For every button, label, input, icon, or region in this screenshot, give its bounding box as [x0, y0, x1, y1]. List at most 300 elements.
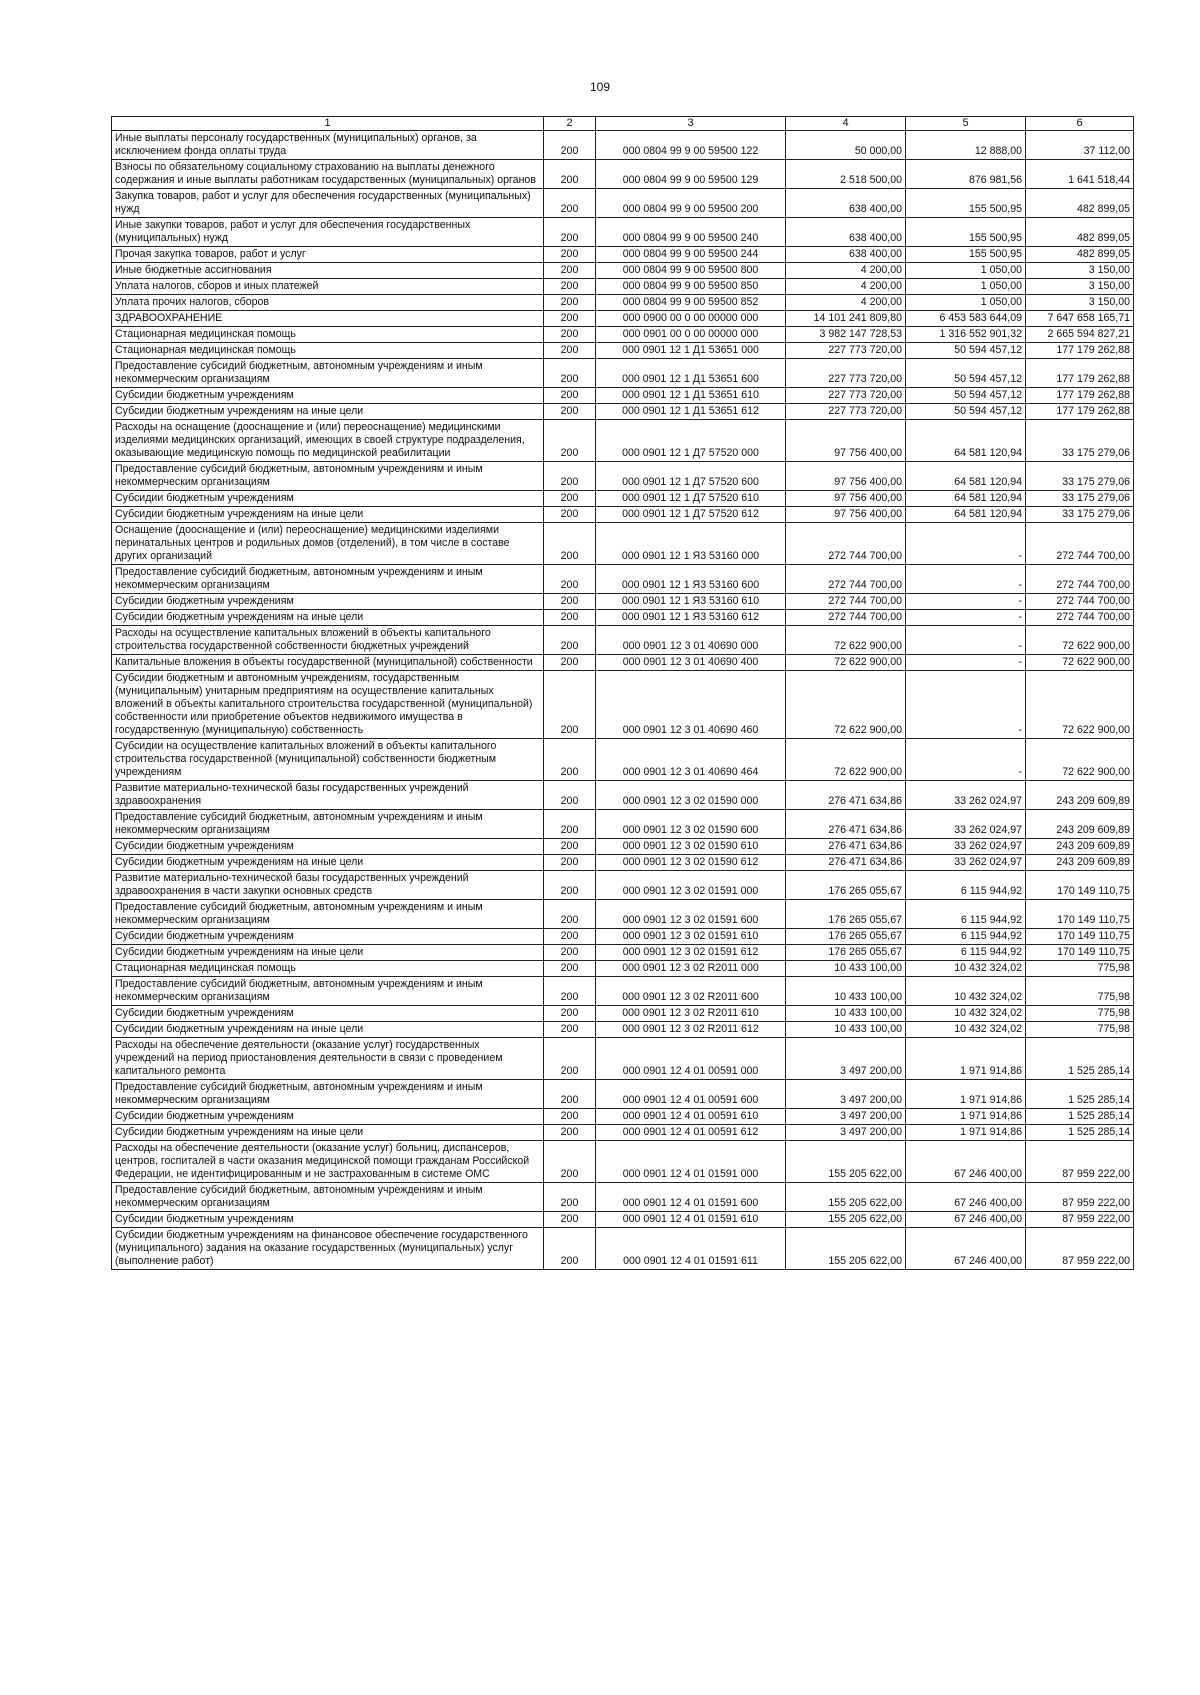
- column-header: 6: [1026, 117, 1134, 131]
- row-remaining-amount: 1 525 285,14: [1026, 1109, 1134, 1125]
- row-executed-amount: 155 500,95: [906, 189, 1026, 218]
- row-budget-code: 000 0901 12 3 01 40690 460: [596, 671, 786, 739]
- row-executed-amount: 155 500,95: [906, 218, 1026, 247]
- row-budget-code: 000 0901 12 3 02 01590 000: [596, 781, 786, 810]
- row-executed-amount: 1 050,00: [906, 279, 1026, 295]
- row-name: Субсидии бюджетным учреждениям: [112, 1212, 544, 1228]
- row-approved-amount: 176 265 055,67: [786, 929, 906, 945]
- row-name: Расходы на обеспечение деятельности (оказание услуг) больниц, диспансеров, центров, госпиталей в части оказания медицинской помощи гражданам Российской Федерации, не идентифицированным и не застрахованным в системе ОМС: [112, 1141, 544, 1183]
- row-budget-code: 000 0901 12 4 01 00591 000: [596, 1038, 786, 1080]
- row-approved-amount: 155 205 622,00: [786, 1141, 906, 1183]
- row-grbs-code: 200: [544, 218, 596, 247]
- row-approved-amount: 3 497 200,00: [786, 1080, 906, 1109]
- table-row: [112, 420, 1134, 462]
- row-approved-amount: 272 744 700,00: [786, 610, 906, 626]
- table-row: [112, 131, 1134, 160]
- row-name: Субсидии бюджетным учреждениям: [112, 929, 544, 945]
- row-budget-code: 000 0901 12 3 02 01590 600: [596, 810, 786, 839]
- row-budget-code: 000 0901 12 3 01 40690 464: [596, 739, 786, 781]
- row-name: Расходы на осуществление капитальных вложений в объекты капитального строительства государственной собственности бюджетных учреждений: [112, 626, 544, 655]
- row-remaining-amount: 1 525 285,14: [1026, 1125, 1134, 1141]
- row-name: Иные выплаты персоналу государственных (муниципальных) органов, за исключением фонда оплаты труда: [112, 131, 544, 160]
- row-executed-amount: -: [906, 671, 1026, 739]
- row-remaining-amount: 775,98: [1026, 961, 1134, 977]
- row-remaining-amount: 272 744 700,00: [1026, 610, 1134, 626]
- row-executed-amount: 876 981,56: [906, 160, 1026, 189]
- row-grbs-code: 200: [544, 462, 596, 491]
- row-name: Субсидии бюджетным учреждениям: [112, 491, 544, 507]
- row-remaining-amount: 1 525 285,14: [1026, 1038, 1134, 1080]
- row-executed-amount: -: [906, 739, 1026, 781]
- row-grbs-code: 200: [544, 1022, 596, 1038]
- row-remaining-amount: 7 647 658 165,71: [1026, 311, 1134, 327]
- row-budget-code: 000 0901 12 1 Я3 53160 600: [596, 565, 786, 594]
- row-grbs-code: 200: [544, 388, 596, 404]
- table-row: [112, 1228, 1134, 1270]
- row-executed-amount: 67 246 400,00: [906, 1183, 1026, 1212]
- row-remaining-amount: 87 959 222,00: [1026, 1141, 1134, 1183]
- row-approved-amount: 3 982 147 728,53: [786, 327, 906, 343]
- row-remaining-amount: 243 209 609,89: [1026, 781, 1134, 810]
- row-budget-code: 000 0901 12 4 01 01591 000: [596, 1141, 786, 1183]
- row-name: Субсидии на осуществление капитальных вложений в объекты капитального строительства государственной (муниципальной) собственности бюджетным учреждениям: [112, 739, 544, 781]
- row-remaining-amount: 272 744 700,00: [1026, 565, 1134, 594]
- row-approved-amount: 97 756 400,00: [786, 507, 906, 523]
- row-approved-amount: 3 497 200,00: [786, 1125, 906, 1141]
- row-grbs-code: 200: [544, 279, 596, 295]
- row-grbs-code: 200: [544, 263, 596, 279]
- row-name: Субсидии бюджетным учреждениям на иные цели: [112, 404, 544, 420]
- table-row: [112, 781, 1134, 810]
- row-executed-amount: 50 594 457,12: [906, 359, 1026, 388]
- table-row: [112, 404, 1134, 420]
- table-row: [112, 1006, 1134, 1022]
- row-approved-amount: 176 265 055,67: [786, 900, 906, 929]
- row-name: Расходы на оснащение (дооснащение и (или) переоснащение) медицинскими изделиями медицинских организаций, имеющих в своей структуре подразделения, оказывающие медицинскую помощь по медицинской реабилитации: [112, 420, 544, 462]
- row-approved-amount: 97 756 400,00: [786, 420, 906, 462]
- row-executed-amount: -: [906, 523, 1026, 565]
- row-executed-amount: -: [906, 594, 1026, 610]
- row-name: Субсидии бюджетным учреждениям на финансовое обеспечение государственного (муниципального) задания на оказание государственных (муниципальных) услуг (выполнение работ): [112, 1228, 544, 1270]
- row-grbs-code: 200: [544, 523, 596, 565]
- row-approved-amount: 3 497 200,00: [786, 1109, 906, 1125]
- row-remaining-amount: 243 209 609,89: [1026, 855, 1134, 871]
- row-grbs-code: 200: [544, 1125, 596, 1141]
- row-executed-amount: 33 262 024,97: [906, 839, 1026, 855]
- row-budget-code: 000 0804 99 9 00 59500 244: [596, 247, 786, 263]
- row-budget-code: 000 0901 12 3 01 40690 000: [596, 626, 786, 655]
- table-row: [112, 1080, 1134, 1109]
- row-executed-amount: 10 432 324,02: [906, 961, 1026, 977]
- table-row: [112, 263, 1134, 279]
- row-grbs-code: 200: [544, 1080, 596, 1109]
- column-header: 5: [906, 117, 1026, 131]
- table-row: [112, 945, 1134, 961]
- row-remaining-amount: 72 622 900,00: [1026, 671, 1134, 739]
- row-grbs-code: 200: [544, 610, 596, 626]
- row-budget-code: 000 0901 12 3 02 01591 000: [596, 871, 786, 900]
- row-name: Субсидии бюджетным учреждениям на иные цели: [112, 1125, 544, 1141]
- page-number: 109: [589, 80, 611, 94]
- row-budget-code: 000 0901 12 3 01 40690 400: [596, 655, 786, 671]
- row-executed-amount: 67 246 400,00: [906, 1228, 1026, 1270]
- row-grbs-code: 200: [544, 594, 596, 610]
- row-budget-code: 000 0804 99 9 00 59500 852: [596, 295, 786, 311]
- row-remaining-amount: 482 899,05: [1026, 218, 1134, 247]
- row-executed-amount: 1 971 914,86: [906, 1109, 1026, 1125]
- row-remaining-amount: 170 149 110,75: [1026, 929, 1134, 945]
- row-approved-amount: 2 518 500,00: [786, 160, 906, 189]
- table-row: [112, 839, 1134, 855]
- row-grbs-code: 200: [544, 1038, 596, 1080]
- row-budget-code: 000 0901 12 4 01 01591 610: [596, 1212, 786, 1228]
- row-remaining-amount: 170 149 110,75: [1026, 945, 1134, 961]
- budget-table: [111, 116, 1134, 1270]
- row-grbs-code: 200: [544, 565, 596, 594]
- row-approved-amount: 638 400,00: [786, 247, 906, 263]
- row-remaining-amount: 87 959 222,00: [1026, 1212, 1134, 1228]
- row-name: Иные бюджетные ассигнования: [112, 263, 544, 279]
- table-row: [112, 279, 1134, 295]
- row-executed-amount: 1 971 914,86: [906, 1080, 1026, 1109]
- row-budget-code: 000 0901 12 1 Д7 57520 610: [596, 491, 786, 507]
- row-remaining-amount: 3 150,00: [1026, 263, 1134, 279]
- row-remaining-amount: 3 150,00: [1026, 295, 1134, 311]
- row-remaining-amount: 177 179 262,88: [1026, 359, 1134, 388]
- table-body: [112, 131, 1134, 1270]
- table-row: [112, 1125, 1134, 1141]
- row-approved-amount: 155 205 622,00: [786, 1228, 906, 1270]
- row-remaining-amount: 482 899,05: [1026, 189, 1134, 218]
- table-row: [112, 739, 1134, 781]
- table-row: [112, 523, 1134, 565]
- row-executed-amount: 1 050,00: [906, 263, 1026, 279]
- row-executed-amount: -: [906, 565, 1026, 594]
- row-budget-code: 000 0901 12 3 02 01590 610: [596, 839, 786, 855]
- row-name: Предоставление субсидий бюджетным, автономным учреждениям и иным некоммерческим организациям: [112, 977, 544, 1006]
- row-executed-amount: 64 581 120,94: [906, 507, 1026, 523]
- row-grbs-code: 200: [544, 781, 596, 810]
- row-executed-amount: 155 500,95: [906, 247, 1026, 263]
- row-grbs-code: 200: [544, 247, 596, 263]
- row-budget-code: 000 0901 12 4 01 00591 612: [596, 1125, 786, 1141]
- row-name: Иные закупки товаров, работ и услуг для обеспечения государственных (муниципальных) нужд: [112, 218, 544, 247]
- header-row: [112, 117, 1134, 131]
- table-row: [112, 507, 1134, 523]
- row-name: Уплата прочих налогов, сборов: [112, 295, 544, 311]
- table-row: [112, 327, 1134, 343]
- row-budget-code: 000 0901 12 1 Д1 53651 000: [596, 343, 786, 359]
- row-approved-amount: 72 622 900,00: [786, 626, 906, 655]
- row-approved-amount: 4 200,00: [786, 279, 906, 295]
- table-row: [112, 1109, 1134, 1125]
- row-executed-amount: 67 246 400,00: [906, 1141, 1026, 1183]
- row-name: Взносы по обязательному социальному страхованию на выплаты денежного содержания и иные выплаты работникам государственных (муниципальных) органов: [112, 160, 544, 189]
- row-remaining-amount: 243 209 609,89: [1026, 810, 1134, 839]
- row-name: Предоставление субсидий бюджетным, автономным учреждениям и иным некоммерческим организациям: [112, 810, 544, 839]
- row-name: Развитие материально-технической базы государственных учреждений здравоохранения: [112, 781, 544, 810]
- row-grbs-code: 200: [544, 404, 596, 420]
- row-executed-amount: 50 594 457,12: [906, 388, 1026, 404]
- row-remaining-amount: 72 622 900,00: [1026, 655, 1134, 671]
- row-approved-amount: 155 205 622,00: [786, 1183, 906, 1212]
- row-approved-amount: 72 622 900,00: [786, 739, 906, 781]
- row-budget-code: 000 0901 12 3 02 01590 612: [596, 855, 786, 871]
- row-remaining-amount: 177 179 262,88: [1026, 388, 1134, 404]
- row-approved-amount: 50 000,00: [786, 131, 906, 160]
- row-name: Субсидии бюджетным учреждениям: [112, 839, 544, 855]
- row-approved-amount: 10 433 100,00: [786, 961, 906, 977]
- row-remaining-amount: 33 175 279,06: [1026, 507, 1134, 523]
- row-grbs-code: 200: [544, 491, 596, 507]
- table-row: [112, 1038, 1134, 1080]
- row-grbs-code: 200: [544, 810, 596, 839]
- row-grbs-code: 200: [544, 839, 596, 855]
- row-executed-amount: 6 115 944,92: [906, 900, 1026, 929]
- table-row: [112, 961, 1134, 977]
- row-name: Уплата налогов, сборов и иных платежей: [112, 279, 544, 295]
- row-grbs-code: 200: [544, 131, 596, 160]
- table-row: [112, 655, 1134, 671]
- row-name: Предоставление субсидий бюджетным, автономным учреждениям и иным некоммерческим организациям: [112, 1080, 544, 1109]
- row-name: Предоставление субсидий бюджетным, автономным учреждениям и иным некоммерческим организациям: [112, 1183, 544, 1212]
- row-grbs-code: 200: [544, 1006, 596, 1022]
- row-executed-amount: 50 594 457,12: [906, 404, 1026, 420]
- row-executed-amount: 33 262 024,97: [906, 810, 1026, 839]
- row-executed-amount: 1 971 914,86: [906, 1125, 1026, 1141]
- row-name: Предоставление субсидий бюджетным, автономным учреждениям и иным некоммерческим организациям: [112, 900, 544, 929]
- row-grbs-code: 200: [544, 900, 596, 929]
- row-budget-code: 000 0900 00 0 00 00000 000: [596, 311, 786, 327]
- row-remaining-amount: 775,98: [1026, 1022, 1134, 1038]
- row-approved-amount: 276 471 634,86: [786, 839, 906, 855]
- row-approved-amount: 276 471 634,86: [786, 855, 906, 871]
- row-remaining-amount: 243 209 609,89: [1026, 839, 1134, 855]
- row-budget-code: 000 0901 12 1 Д1 53651 610: [596, 388, 786, 404]
- row-grbs-code: 200: [544, 160, 596, 189]
- row-grbs-code: 200: [544, 871, 596, 900]
- row-name: Субсидии бюджетным учреждениям на иные цели: [112, 1022, 544, 1038]
- table-row: [112, 626, 1134, 655]
- row-grbs-code: 200: [544, 1228, 596, 1270]
- row-remaining-amount: 87 959 222,00: [1026, 1183, 1134, 1212]
- table-row: [112, 1141, 1134, 1183]
- row-name: Субсидии бюджетным и автономным учреждениям, государственным (муниципальным) унитарным предприятиям на осуществление капитальных вложений в объекты капитального строительства государственной (муниципальной) собственности или приобретение объектов недвижимого имущества в государственную (муниципальную) собственность: [112, 671, 544, 739]
- row-approved-amount: 14 101 241 809,80: [786, 311, 906, 327]
- row-budget-code: 000 0901 12 4 01 01591 611: [596, 1228, 786, 1270]
- row-budget-code: 000 0901 12 1 Д7 57520 000: [596, 420, 786, 462]
- row-approved-amount: 176 265 055,67: [786, 945, 906, 961]
- row-grbs-code: 200: [544, 671, 596, 739]
- row-approved-amount: 10 433 100,00: [786, 977, 906, 1006]
- row-grbs-code: 200: [544, 189, 596, 218]
- row-executed-amount: 33 262 024,97: [906, 855, 1026, 871]
- row-budget-code: 000 0901 12 3 02 01591 612: [596, 945, 786, 961]
- row-name: Субсидии бюджетным учреждениям: [112, 1006, 544, 1022]
- row-executed-amount: -: [906, 626, 1026, 655]
- column-header: 1: [112, 117, 544, 131]
- table-row: [112, 1212, 1134, 1228]
- row-remaining-amount: 272 744 700,00: [1026, 523, 1134, 565]
- row-name: Субсидии бюджетным учреждениям на иные цели: [112, 945, 544, 961]
- row-grbs-code: 200: [544, 1183, 596, 1212]
- row-approved-amount: 227 773 720,00: [786, 343, 906, 359]
- row-executed-amount: 64 581 120,94: [906, 420, 1026, 462]
- row-approved-amount: 276 471 634,86: [786, 810, 906, 839]
- row-approved-amount: 10 433 100,00: [786, 1022, 906, 1038]
- row-name: Предоставление субсидий бюджетным, автономным учреждениям и иным некоммерческим организациям: [112, 565, 544, 594]
- row-approved-amount: 72 622 900,00: [786, 655, 906, 671]
- row-approved-amount: 97 756 400,00: [786, 462, 906, 491]
- table-row: [112, 671, 1134, 739]
- row-grbs-code: 200: [544, 977, 596, 1006]
- table-row: [112, 160, 1134, 189]
- row-executed-amount: 6 115 944,92: [906, 945, 1026, 961]
- row-grbs-code: 200: [544, 295, 596, 311]
- row-executed-amount: 10 432 324,02: [906, 1022, 1026, 1038]
- row-remaining-amount: 177 179 262,88: [1026, 343, 1134, 359]
- row-executed-amount: -: [906, 655, 1026, 671]
- row-approved-amount: 272 744 700,00: [786, 523, 906, 565]
- table-row: [112, 311, 1134, 327]
- row-remaining-amount: 177 179 262,88: [1026, 404, 1134, 420]
- row-remaining-amount: 2 665 594 827,21: [1026, 327, 1134, 343]
- row-grbs-code: 200: [544, 655, 596, 671]
- table-row: [112, 491, 1134, 507]
- row-executed-amount: 6 453 583 644,09: [906, 311, 1026, 327]
- table-row: [112, 1183, 1134, 1212]
- row-approved-amount: 72 622 900,00: [786, 671, 906, 739]
- row-name: Субсидии бюджетным учреждениям: [112, 388, 544, 404]
- table-row: [112, 388, 1134, 404]
- row-approved-amount: 638 400,00: [786, 218, 906, 247]
- row-approved-amount: 4 200,00: [786, 295, 906, 311]
- row-name: Предоставление субсидий бюджетным, автономным учреждениям и иным некоммерческим организациям: [112, 462, 544, 491]
- row-approved-amount: 3 497 200,00: [786, 1038, 906, 1080]
- row-remaining-amount: 3 150,00: [1026, 279, 1134, 295]
- row-budget-code: 000 0901 12 3 02 R2011 612: [596, 1022, 786, 1038]
- row-name: Стационарная медицинская помощь: [112, 327, 544, 343]
- row-budget-code: 000 0901 12 1 Д1 53651 600: [596, 359, 786, 388]
- row-executed-amount: 1 316 552 901,32: [906, 327, 1026, 343]
- row-executed-amount: 1 050,00: [906, 295, 1026, 311]
- row-grbs-code: 200: [544, 420, 596, 462]
- table-row: [112, 610, 1134, 626]
- row-name: Предоставление субсидий бюджетным, автономным учреждениям и иным некоммерческим организациям: [112, 359, 544, 388]
- row-budget-code: 000 0901 12 1 Д1 53651 612: [596, 404, 786, 420]
- row-remaining-amount: 1 525 285,14: [1026, 1080, 1134, 1109]
- row-remaining-amount: 87 959 222,00: [1026, 1228, 1134, 1270]
- table-row: [112, 855, 1134, 871]
- row-budget-code: 000 0901 12 3 02 R2011 000: [596, 961, 786, 977]
- table-row: [112, 462, 1134, 491]
- row-budget-code: 000 0901 12 3 02 R2011 610: [596, 1006, 786, 1022]
- row-approved-amount: 10 433 100,00: [786, 1006, 906, 1022]
- row-budget-code: 000 0901 12 1 Д7 57520 600: [596, 462, 786, 491]
- table-row: [112, 189, 1134, 218]
- row-name: Субсидии бюджетным учреждениям на иные цели: [112, 507, 544, 523]
- table-row: [112, 594, 1134, 610]
- row-remaining-amount: 33 175 279,06: [1026, 462, 1134, 491]
- row-budget-code: 000 0901 12 1 Я3 53160 000: [596, 523, 786, 565]
- column-header: 3: [596, 117, 786, 131]
- table-row: [112, 247, 1134, 263]
- table-row: [112, 359, 1134, 388]
- row-budget-code: 000 0901 12 1 Я3 53160 610: [596, 594, 786, 610]
- row-remaining-amount: 272 744 700,00: [1026, 594, 1134, 610]
- table-row: [112, 565, 1134, 594]
- row-remaining-amount: 775,98: [1026, 977, 1134, 1006]
- row-approved-amount: 227 773 720,00: [786, 388, 906, 404]
- table-row: [112, 218, 1134, 247]
- row-executed-amount: 6 115 944,92: [906, 871, 1026, 900]
- row-grbs-code: 200: [544, 945, 596, 961]
- row-grbs-code: 200: [544, 739, 596, 781]
- row-budget-code: 000 0804 99 9 00 59500 129: [596, 160, 786, 189]
- table-row: [112, 929, 1134, 945]
- row-name: Стационарная медицинская помощь: [112, 343, 544, 359]
- row-approved-amount: 227 773 720,00: [786, 359, 906, 388]
- row-remaining-amount: 1 641 518,44: [1026, 160, 1134, 189]
- row-remaining-amount: 72 622 900,00: [1026, 739, 1134, 781]
- row-grbs-code: 200: [544, 961, 596, 977]
- row-executed-amount: 12 888,00: [906, 131, 1026, 160]
- row-grbs-code: 200: [544, 1212, 596, 1228]
- row-approved-amount: 272 744 700,00: [786, 565, 906, 594]
- row-executed-amount: 10 432 324,02: [906, 1006, 1026, 1022]
- row-grbs-code: 200: [544, 327, 596, 343]
- row-executed-amount: 1 971 914,86: [906, 1038, 1026, 1080]
- row-grbs-code: 200: [544, 1109, 596, 1125]
- row-grbs-code: 200: [544, 1141, 596, 1183]
- row-name: Субсидии бюджетным учреждениям: [112, 594, 544, 610]
- row-remaining-amount: 170 149 110,75: [1026, 900, 1134, 929]
- row-approved-amount: 227 773 720,00: [786, 404, 906, 420]
- row-grbs-code: 200: [544, 626, 596, 655]
- row-name: Субсидии бюджетным учреждениям на иные цели: [112, 855, 544, 871]
- row-executed-amount: 64 581 120,94: [906, 462, 1026, 491]
- row-approved-amount: 638 400,00: [786, 189, 906, 218]
- row-name: Развитие материально-технической базы государственных учреждений здравоохранения в части закупки основных средств: [112, 871, 544, 900]
- row-name: Субсидии бюджетным учреждениям на иные цели: [112, 610, 544, 626]
- row-remaining-amount: 33 175 279,06: [1026, 491, 1134, 507]
- row-executed-amount: 64 581 120,94: [906, 491, 1026, 507]
- row-name: Стационарная медицинская помощь: [112, 961, 544, 977]
- row-executed-amount: 33 262 024,97: [906, 781, 1026, 810]
- row-name: Прочая закупка товаров, работ и услуг: [112, 247, 544, 263]
- row-budget-code: 000 0804 99 9 00 59500 850: [596, 279, 786, 295]
- table-row: [112, 343, 1134, 359]
- row-executed-amount: 50 594 457,12: [906, 343, 1026, 359]
- row-grbs-code: 200: [544, 343, 596, 359]
- row-approved-amount: 176 265 055,67: [786, 871, 906, 900]
- row-remaining-amount: 482 899,05: [1026, 247, 1134, 263]
- row-executed-amount: 6 115 944,92: [906, 929, 1026, 945]
- row-approved-amount: 272 744 700,00: [786, 594, 906, 610]
- row-budget-code: 000 0901 12 3 02 01591 610: [596, 929, 786, 945]
- row-budget-code: 000 0901 12 4 01 00591 610: [596, 1109, 786, 1125]
- row-budget-code: 000 0804 99 9 00 59500 122: [596, 131, 786, 160]
- row-remaining-amount: 170 149 110,75: [1026, 871, 1134, 900]
- row-budget-code: 000 0901 00 0 00 00000 000: [596, 327, 786, 343]
- table-row: [112, 1022, 1134, 1038]
- row-approved-amount: 4 200,00: [786, 263, 906, 279]
- row-grbs-code: 200: [544, 359, 596, 388]
- row-name: Закупка товаров, работ и услуг для обеспечения государственных (муниципальных) нужд: [112, 189, 544, 218]
- row-name: ЗДРАВООХРАНЕНИЕ: [112, 311, 544, 327]
- row-name: Субсидии бюджетным учреждениям: [112, 1109, 544, 1125]
- row-grbs-code: 200: [544, 311, 596, 327]
